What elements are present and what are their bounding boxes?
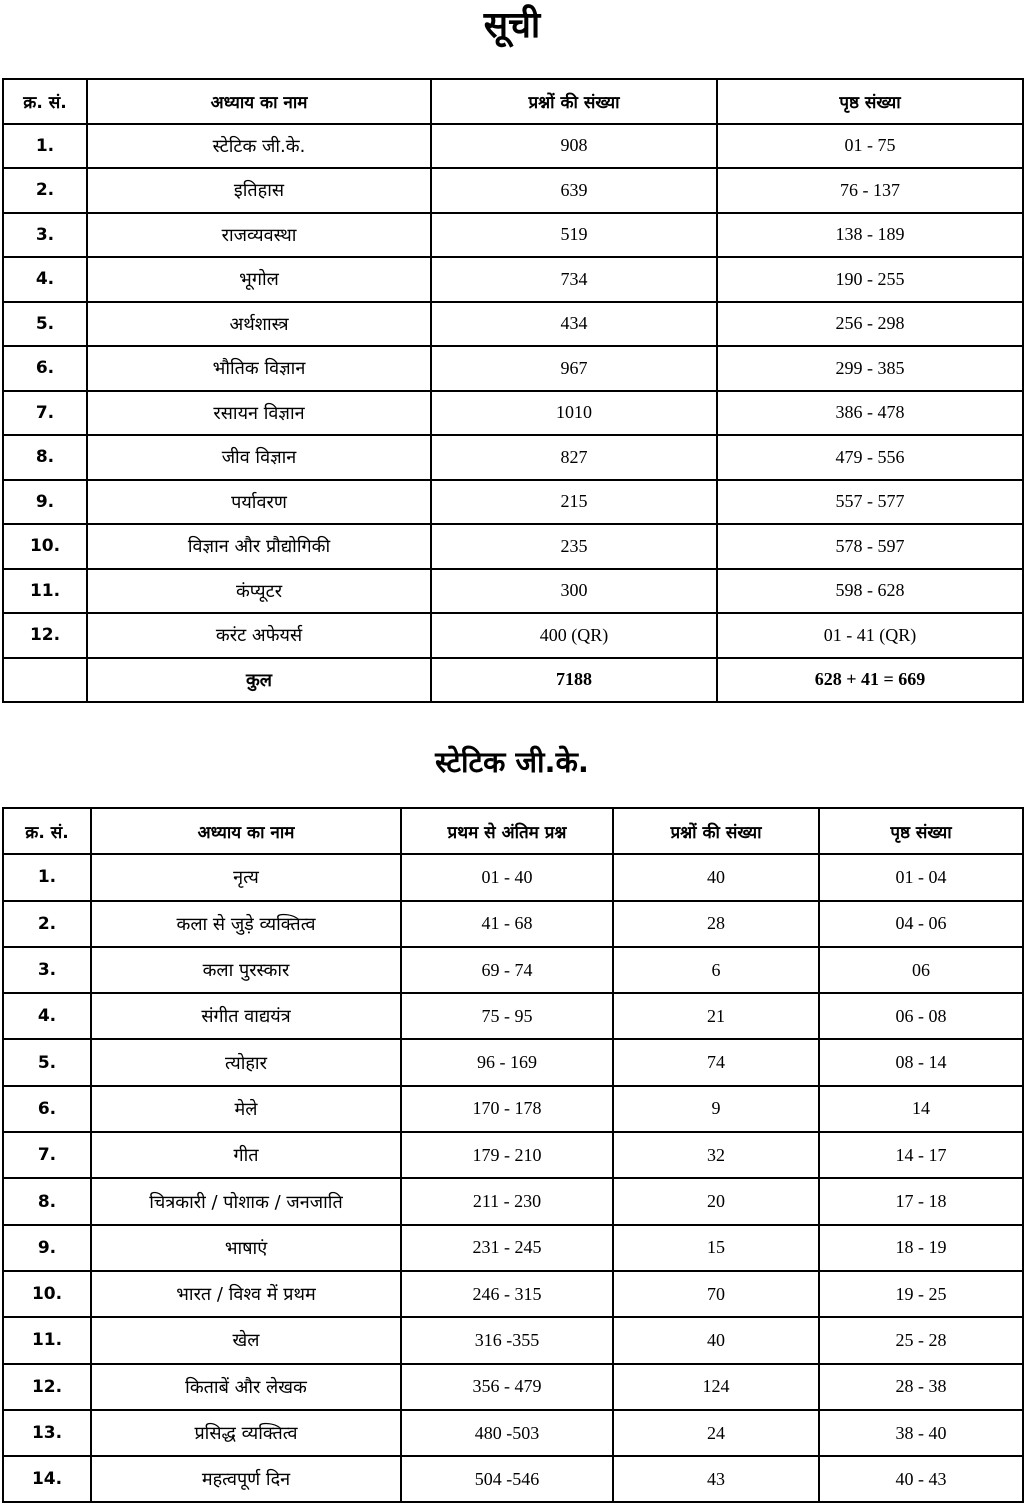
page-range-cell: 598 - 628 xyxy=(717,569,1023,614)
question-range-cell: 170 - 178 xyxy=(401,1086,613,1132)
question-range-cell: 231 - 245 xyxy=(401,1225,613,1271)
serial-cell: 5. xyxy=(3,302,87,347)
page-range-cell: 19 - 25 xyxy=(819,1271,1023,1317)
chapter-name-cell: पर्यावरण xyxy=(87,480,431,525)
column-header-question-count: प्रश्नों की संख्या xyxy=(431,79,717,124)
table-row xyxy=(3,480,1023,525)
page-range-cell: 138 - 189 xyxy=(717,213,1023,258)
serial-cell: 12. xyxy=(3,613,87,658)
question-count-cell: 1010 xyxy=(431,391,717,436)
page-range-cell: 14 - 17 xyxy=(819,1132,1023,1178)
chapter-name-cell: प्रसिद्ध व्यक्तित्व xyxy=(91,1410,401,1456)
page-range-cell: 38 - 40 xyxy=(819,1410,1023,1456)
page-range-cell: 479 - 556 xyxy=(717,435,1023,480)
page-range-cell: 01 - 41 (QR) xyxy=(717,613,1023,658)
question-count-cell: 15 xyxy=(613,1225,819,1271)
table-row xyxy=(3,302,1023,347)
chapter-name-cell: करंट अफेयर्स xyxy=(87,613,431,658)
column-header-page-number: पृष्ठ संख्या xyxy=(819,808,1023,854)
question-count-cell: 6 xyxy=(613,947,819,993)
page-range-cell: 28 - 38 xyxy=(819,1364,1023,1410)
table-row xyxy=(3,1086,1023,1132)
serial-cell: 7. xyxy=(3,1132,91,1178)
total-page-range-cell: 628 + 41 = 669 xyxy=(717,658,1023,703)
page-range-cell: 17 - 18 xyxy=(819,1178,1023,1224)
page-range-cell: 76 - 137 xyxy=(717,168,1023,213)
table-row xyxy=(3,257,1023,302)
total-chapter-name-cell: कुल xyxy=(87,658,431,703)
question-count-cell: 434 xyxy=(431,302,717,347)
total-serial-cell xyxy=(3,658,87,703)
serial-cell: 1. xyxy=(3,854,91,900)
serial-cell: 6. xyxy=(3,346,87,391)
section-title: स्टेटिक जी.के. xyxy=(435,745,589,779)
question-range-cell: 480 -503 xyxy=(401,1410,613,1456)
question-range-cell: 211 - 230 xyxy=(401,1178,613,1224)
serial-cell: 11. xyxy=(3,1317,91,1363)
serial-cell: 13. xyxy=(3,1410,91,1456)
serial-cell: 9. xyxy=(3,1225,91,1271)
chapter-name-cell: स्टेटिक जी.के. xyxy=(87,124,431,169)
serial-cell: 8. xyxy=(3,435,87,480)
table-row xyxy=(3,524,1023,569)
question-count-cell: 734 xyxy=(431,257,717,302)
contents-table xyxy=(2,78,1024,703)
table-row xyxy=(3,947,1023,993)
question-range-cell: 246 - 315 xyxy=(401,1271,613,1317)
table-row xyxy=(3,346,1023,391)
page-range-cell: 01 - 75 xyxy=(717,124,1023,169)
table-header-row xyxy=(3,808,1023,854)
question-count-cell: 28 xyxy=(613,901,819,947)
table-row xyxy=(3,1456,1023,1502)
chapter-name-cell: संगीत वाद्ययंत्र xyxy=(91,993,401,1039)
table-row xyxy=(3,1271,1023,1317)
page-range-cell: 557 - 577 xyxy=(717,480,1023,525)
column-header-chapter-name: अध्याय का नाम xyxy=(91,808,401,854)
question-count-cell: 24 xyxy=(613,1410,819,1456)
question-range-cell: 504 -546 xyxy=(401,1456,613,1502)
page-range-cell: 256 - 298 xyxy=(717,302,1023,347)
page-range-cell: 04 - 06 xyxy=(819,901,1023,947)
question-count-cell: 967 xyxy=(431,346,717,391)
serial-cell: 3. xyxy=(3,947,91,993)
table-row xyxy=(3,1132,1023,1178)
chapter-name-cell: भूगोल xyxy=(87,257,431,302)
page-range-cell: 14 xyxy=(819,1086,1023,1132)
chapter-name-cell: कंप्यूटर xyxy=(87,569,431,614)
chapter-name-cell: मेले xyxy=(91,1086,401,1132)
question-count-cell: 519 xyxy=(431,213,717,258)
serial-cell: 7. xyxy=(3,391,87,436)
question-count-cell: 40 xyxy=(613,854,819,900)
page-range-cell: 01 - 04 xyxy=(819,854,1023,900)
serial-cell: 10. xyxy=(3,1271,91,1317)
question-count-cell: 74 xyxy=(613,1039,819,1085)
question-range-cell: 179 - 210 xyxy=(401,1132,613,1178)
question-count-cell: 21 xyxy=(613,993,819,1039)
chapter-name-cell: त्योहार xyxy=(91,1039,401,1085)
column-header-question-count: प्रश्नों की संख्या xyxy=(613,808,819,854)
serial-cell: 8. xyxy=(3,1178,91,1224)
table-row xyxy=(3,854,1023,900)
table-row xyxy=(3,1039,1023,1085)
table-row xyxy=(3,124,1023,169)
chapter-name-cell: नृत्य xyxy=(91,854,401,900)
serial-cell: 5. xyxy=(3,1039,91,1085)
table-row xyxy=(3,1317,1023,1363)
chapter-name-cell: इतिहास xyxy=(87,168,431,213)
chapter-name-cell: भाषाएं xyxy=(91,1225,401,1271)
table-row xyxy=(3,569,1023,614)
column-header-serial: क्र. सं. xyxy=(3,808,91,854)
chapter-name-cell: महत्वपूर्ण दिन xyxy=(91,1456,401,1502)
serial-cell: 3. xyxy=(3,213,87,258)
table-row xyxy=(3,1225,1023,1271)
chapter-name-cell: विज्ञान और प्रौद्योगिकी xyxy=(87,524,431,569)
page-range-cell: 25 - 28 xyxy=(819,1317,1023,1363)
serial-cell: 2. xyxy=(3,901,91,947)
chapter-name-cell: रसायन विज्ञान xyxy=(87,391,431,436)
question-count-cell: 908 xyxy=(431,124,717,169)
question-range-cell: 69 - 74 xyxy=(401,947,613,993)
total-row xyxy=(3,658,1023,703)
chapter-name-cell: कला से जुड़े व्यक्तित्व xyxy=(91,901,401,947)
chapter-name-cell: राजव्यवस्था xyxy=(87,213,431,258)
question-count-cell: 124 xyxy=(613,1364,819,1410)
serial-cell: 2. xyxy=(3,168,87,213)
column-header-serial: क्र. सं. xyxy=(3,79,87,124)
question-count-cell: 20 xyxy=(613,1178,819,1224)
page-range-cell: 06 - 08 xyxy=(819,993,1023,1039)
question-count-cell: 827 xyxy=(431,435,717,480)
serial-cell: 4. xyxy=(3,257,87,302)
question-range-cell: 75 - 95 xyxy=(401,993,613,1039)
table-row xyxy=(3,1410,1023,1456)
total-question-count-cell: 7188 xyxy=(431,658,717,703)
question-range-cell: 96 - 169 xyxy=(401,1039,613,1085)
column-header-page-number: पृष्ठ संख्या xyxy=(717,79,1023,124)
page-range-cell: 386 - 478 xyxy=(717,391,1023,436)
page-range-cell: 299 - 385 xyxy=(717,346,1023,391)
question-count-cell: 639 xyxy=(431,168,717,213)
table-row xyxy=(3,1178,1023,1224)
chapter-name-cell: भारत / विश्व में प्रथम xyxy=(91,1271,401,1317)
page-range-cell: 190 - 255 xyxy=(717,257,1023,302)
table-row xyxy=(3,993,1023,1039)
serial-cell: 11. xyxy=(3,569,87,614)
static-gk-table xyxy=(2,807,1024,1503)
chapter-name-cell: गीत xyxy=(91,1132,401,1178)
chapter-name-cell: जीव विज्ञान xyxy=(87,435,431,480)
table-row xyxy=(3,168,1023,213)
page-range-cell: 40 - 43 xyxy=(819,1456,1023,1502)
serial-cell: 1. xyxy=(3,124,87,169)
question-range-cell: 316 -355 xyxy=(401,1317,613,1363)
question-count-cell: 400 (QR) xyxy=(431,613,717,658)
serial-cell: 12. xyxy=(3,1364,91,1410)
serial-cell: 10. xyxy=(3,524,87,569)
chapter-name-cell: किताबें और लेखक xyxy=(91,1364,401,1410)
table-row xyxy=(3,1364,1023,1410)
serial-cell: 14. xyxy=(3,1456,91,1502)
table-row xyxy=(3,213,1023,258)
table-row xyxy=(3,901,1023,947)
table-row xyxy=(3,613,1023,658)
page-range-cell: 18 - 19 xyxy=(819,1225,1023,1271)
column-header-question-range: प्रथम से अंतिम प्रश्न xyxy=(401,808,613,854)
question-count-cell: 9 xyxy=(613,1086,819,1132)
serial-cell: 9. xyxy=(3,480,87,525)
table-header-row xyxy=(3,79,1023,124)
chapter-name-cell: भौतिक विज्ञान xyxy=(87,346,431,391)
chapter-name-cell: कला पुरस्कार xyxy=(91,947,401,993)
column-header-chapter-name: अध्याय का नाम xyxy=(87,79,431,124)
question-count-cell: 70 xyxy=(613,1271,819,1317)
question-count-cell: 32 xyxy=(613,1132,819,1178)
question-range-cell: 356 - 479 xyxy=(401,1364,613,1410)
chapter-name-cell: अर्थशास्त्र xyxy=(87,302,431,347)
question-count-cell: 43 xyxy=(613,1456,819,1502)
serial-cell: 4. xyxy=(3,993,91,1039)
chapter-name-cell: चित्रकारी / पोशाक / जनजाति xyxy=(91,1178,401,1224)
table-row xyxy=(3,435,1023,480)
question-count-cell: 215 xyxy=(431,480,717,525)
page-range-cell: 08 - 14 xyxy=(819,1039,1023,1085)
question-count-cell: 235 xyxy=(431,524,717,569)
page-range-cell: 06 xyxy=(819,947,1023,993)
question-count-cell: 300 xyxy=(431,569,717,614)
table-row xyxy=(3,391,1023,436)
page-title: सूची xyxy=(483,5,541,46)
chapter-name-cell: खेल xyxy=(91,1317,401,1363)
serial-cell: 6. xyxy=(3,1086,91,1132)
question-count-cell: 40 xyxy=(613,1317,819,1363)
page-range-cell: 578 - 597 xyxy=(717,524,1023,569)
question-range-cell: 01 - 40 xyxy=(401,854,613,900)
question-range-cell: 41 - 68 xyxy=(401,901,613,947)
